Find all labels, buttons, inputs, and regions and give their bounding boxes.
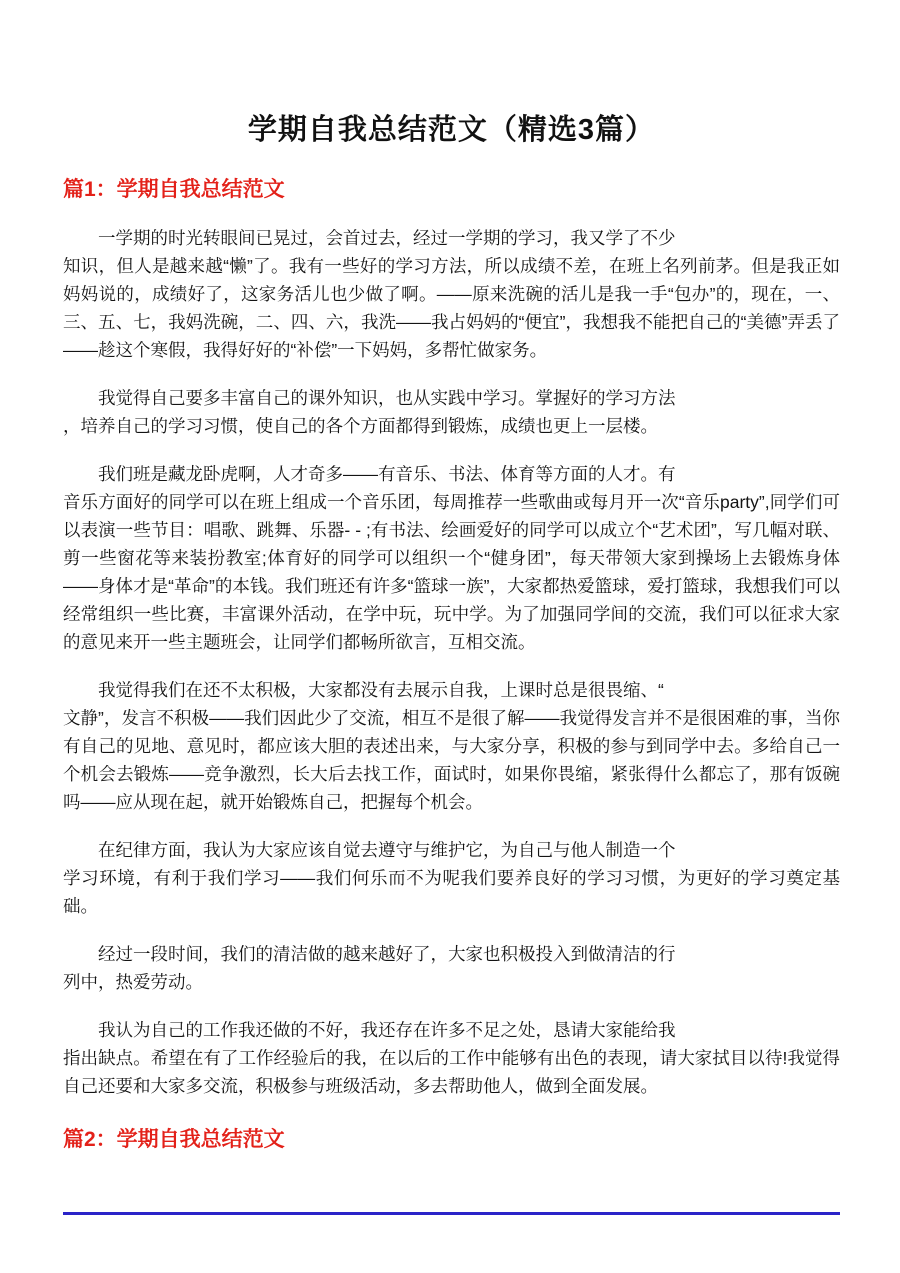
paragraph-4-body: 文静”，发言不积极——我们因此少了交流，相互不是很了解——我觉得发言并不是很困难的事，当你有自己的见地、意见时，都应该大胆的表述出来，与大家分享，积极的参与到同学中去。多给自己一个机会去锻炼——竞争激烈，长大后去找工作，面试时，如果你畏缩，紧张得什么都忘了，那有饭碗吗——应从现在起，就开始锻炼自己，把握每个机会。 xyxy=(63,708,840,812)
paragraph-4 xyxy=(63,676,840,816)
paragraph-7-lead: 我认为自己的工作我还做的不好，我还存在许多不足之处，恳请大家能给我 xyxy=(98,1020,676,1040)
paragraph-2 xyxy=(63,384,840,440)
section-divider xyxy=(63,1212,840,1215)
paragraph-7-body: 指出缺点。希望在有了工作经验后的我，在以后的工作中能够有出色的表现，请大家拭目以待!我觉得自己还要和大家多交流，积极参与班级活动，多去帮助他人，做到全面发展。 xyxy=(63,1048,840,1096)
paragraph-7 xyxy=(63,1016,840,1100)
paragraph-4-lead: 我觉得我们在还不太积极，大家都没有去展示自我，上课时总是很畏缩、“ xyxy=(98,680,664,700)
paragraph-2-lead: 我觉得自己要多丰富自己的课外知识，也从实践中学习。掌握好的学习方法 xyxy=(98,388,676,408)
paragraph-1-body: 知识，但人是越来越“懒”了。我有一些好的学习方法，所以成绩不差，在班上名列前茅。但是我正如妈妈说的，成绩好了，这家务活儿也少做了啊。——原来洗碗的活儿是我一手“包办”的，现在，一、三、五、七，我妈洗碗，二、四、六，我洗——我占妈妈的“便宜”，我想我不能把自己的“美德”弄丢了——趁这个寒假，我得好好的“补偿”一下妈妈，多帮忙做家务。 xyxy=(63,256,840,360)
paragraph-2-body: ，培养自己的学习习惯，使自己的各个方面都得到锻炼，成绩也更上一层楼。 xyxy=(63,416,658,436)
paragraph-3-lead: 我们班是藏龙卧虎啊，人才奇多——有音乐、书法、体育等方面的人才。有 xyxy=(98,464,676,484)
paragraph-3-body: 音乐方面好的同学可以在班上组成一个音乐团，每周推荐一些歌曲或每月开一次“音乐party”,同学们可以表演一些节目：唱歌、跳舞、乐器- - ;有书法、绘画爱好的同学可以成立个“艺术团”，写几幅对联、剪一些窗花等来装扮教室;体育好的同学可以组织一个“健身团”，每天带领大家到操场上去锻炼身体——身体才是“革命”的本钱。我们班还有许多“篮球一族”，大家都热爱篮球，爱打篮球，我想我们可以经常组织一些比赛，丰富课外活动，在学中玩，玩中学。为了加强同学间的交流，我们可以征求大家的意见来开一些主题班会，让同学们都畅所欲言，互相交流。 xyxy=(63,492,840,652)
paragraph-6-body: 列中，热爱劳动。 xyxy=(63,972,203,992)
paragraph-5 xyxy=(63,836,840,920)
paragraph-6-lead: 经过一段时间，我们的清洁做的越来越好了，大家也积极投入到做清洁的行 xyxy=(98,944,676,964)
paragraph-5-body: 学习环境，有利于我们学习——我们何乐而不为呢我们要养良好的学习习惯，为更好的学习奠定基础。 xyxy=(63,868,840,916)
paragraph-1-lead: 一学期的时光转眼间已晃过，会首过去，经过一学期的学习，我又学了不少 xyxy=(98,228,676,248)
section-1-heading: 篇1：学期自我总结范文 xyxy=(63,178,285,201)
paragraph-5-lead: 在纪律方面，我认为大家应该自觉去遵守与维护它，为自己与他人制造一个 xyxy=(98,840,676,860)
paragraph-6 xyxy=(63,940,840,996)
paragraph-3 xyxy=(63,460,840,656)
paragraph-1 xyxy=(63,224,840,364)
document-title: 学期自我总结范文（精选3篇） xyxy=(247,114,656,146)
section-2-heading: 篇2：学期自我总结范文 xyxy=(63,1128,285,1151)
